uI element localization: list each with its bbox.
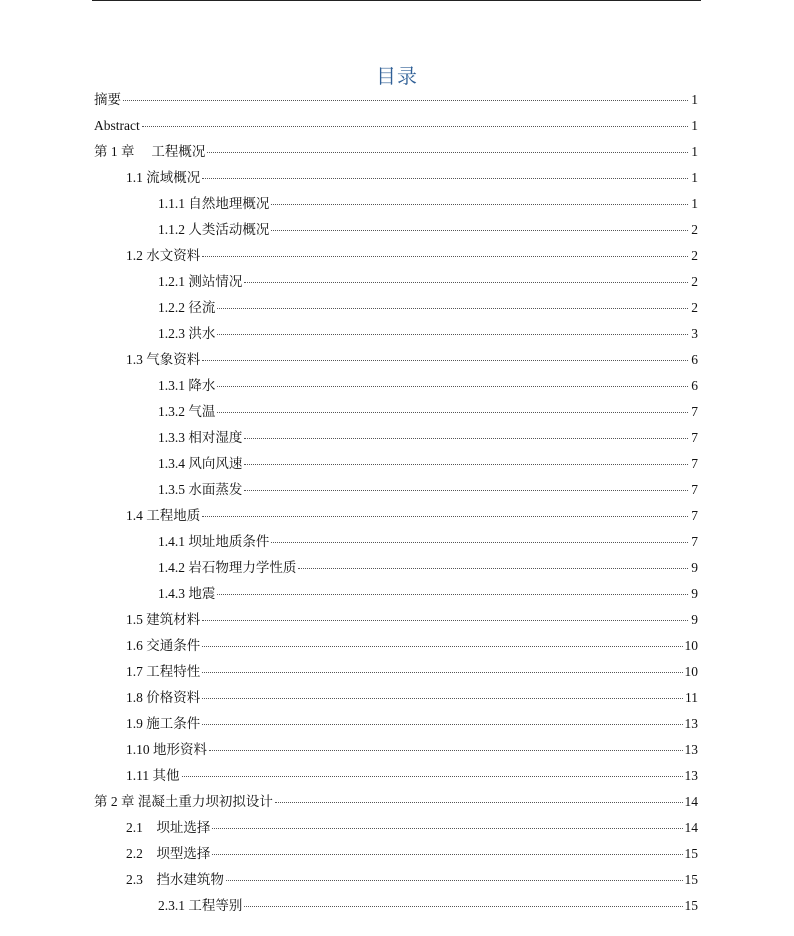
toc-dot-leader <box>244 437 688 439</box>
toc-entry[interactable] <box>126 347 698 373</box>
toc-entry-page-number: 15 <box>684 898 698 913</box>
toc-entry[interactable] <box>158 425 698 451</box>
toc-entry-label: 第 2 章 混凝土重力坝初拟设计 <box>94 794 273 809</box>
toc-entry-label: 1.3.5 水面蒸发 <box>158 482 243 497</box>
toc-entry[interactable] <box>126 659 698 685</box>
toc-entry-page-number: 9 <box>691 612 698 627</box>
toc-entry-page-number: 2 <box>691 222 698 237</box>
toc-entry[interactable] <box>94 139 698 165</box>
toc-entry-page-number: 1 <box>691 118 698 133</box>
toc-entry-page-number: 14 <box>684 794 698 809</box>
toc-entry-page-number: 2 <box>691 300 698 315</box>
toc-entry-page-number: 7 <box>691 508 698 523</box>
toc-entry-label: 1.3.1 降水 <box>158 378 216 393</box>
toc-entry-label: 1.9 施工条件 <box>126 716 201 731</box>
toc-dot-leader <box>271 541 688 543</box>
toc-entry-label: 第 1 章 工程概况 <box>94 144 206 159</box>
toc-entry[interactable] <box>158 451 698 477</box>
toc-dot-leader <box>202 723 682 725</box>
toc-title: 目录 <box>376 66 418 88</box>
toc-entry[interactable] <box>158 321 698 347</box>
toc-entry[interactable] <box>158 373 698 399</box>
toc-dot-leader <box>244 463 688 465</box>
toc-entry[interactable] <box>158 399 698 425</box>
toc-entry-page-number: 13 <box>684 768 698 783</box>
toc-entry[interactable] <box>126 737 698 763</box>
toc-entry[interactable] <box>158 269 698 295</box>
toc-dot-leader <box>217 385 688 387</box>
toc-entry[interactable] <box>126 815 698 841</box>
toc-entry-label: 1.11 其他 <box>126 768 180 783</box>
toc-entry-label: 1.3 气象资料 <box>126 352 201 367</box>
toc-dot-leader <box>244 905 682 907</box>
toc-entry-label: 1.3.4 风向风速 <box>158 456 243 471</box>
toc-entry-label: 1.2 水文资料 <box>126 248 201 263</box>
toc-entry-label: Abstract <box>94 118 140 133</box>
toc-entry-page-number: 13 <box>684 716 698 731</box>
toc-entry[interactable] <box>158 295 698 321</box>
toc-dot-leader <box>202 515 688 517</box>
toc-entry-label: 1.1.1 自然地理概况 <box>158 196 270 211</box>
toc-entry-page-number: 7 <box>691 430 698 445</box>
toc-dot-leader <box>271 229 688 231</box>
toc-entry[interactable] <box>126 503 698 529</box>
header-rule <box>92 0 701 1</box>
toc-entry[interactable] <box>158 581 698 607</box>
toc-dot-leader <box>226 879 683 881</box>
toc-dot-leader <box>123 99 688 101</box>
toc-entry-label: 1.8 价格资料 <box>126 690 201 705</box>
toc-entry-page-number: 15 <box>684 846 698 861</box>
toc-entry-page-number: 3 <box>691 326 698 341</box>
toc-entry[interactable] <box>126 633 698 659</box>
toc-entry-page-number: 7 <box>691 404 698 419</box>
toc-dot-leader <box>217 411 688 413</box>
toc-entry-label: 1.4 工程地质 <box>126 508 201 523</box>
toc-entry-page-number: 2 <box>691 248 698 263</box>
toc-entry[interactable] <box>94 789 698 815</box>
toc-entry[interactable] <box>126 243 698 269</box>
toc-entry-page-number: 1 <box>691 196 698 211</box>
toc-entry-page-number: 11 <box>685 690 698 705</box>
toc-entry[interactable] <box>158 217 698 243</box>
toc-dot-leader <box>209 749 683 751</box>
toc-dot-leader <box>202 255 688 257</box>
toc-entry-label: 摘要 <box>94 92 121 107</box>
toc-entry-label: 2.3 挡水建筑物 <box>126 872 224 887</box>
toc-dot-leader <box>202 177 688 179</box>
toc-dot-leader <box>244 281 688 283</box>
toc-dot-leader <box>202 645 682 647</box>
toc-entry-label: 1.6 交通条件 <box>126 638 201 653</box>
toc-entry-page-number: 7 <box>691 482 698 497</box>
toc-entry-page-number: 6 <box>691 352 698 367</box>
toc-entry-page-number: 10 <box>684 664 698 679</box>
toc-entry-page-number: 10 <box>684 638 698 653</box>
toc-entry-label: 1.3.2 气温 <box>158 404 216 419</box>
toc-dot-leader <box>212 853 682 855</box>
toc-entry-page-number: 9 <box>691 586 698 601</box>
toc-entry[interactable] <box>158 555 698 581</box>
toc-entry-page-number: 1 <box>691 170 698 185</box>
toc-entry-label: 1.4.2 岩石物理力学性质 <box>158 560 297 575</box>
toc-dot-leader <box>244 489 688 491</box>
toc-entry-label: 1.1.2 人类活动概况 <box>158 222 270 237</box>
toc-dot-leader <box>202 697 683 699</box>
toc-entry[interactable] <box>94 113 698 139</box>
toc-entry-label: 2.3.1 工程等别 <box>158 898 243 913</box>
toc-entry[interactable] <box>158 477 698 503</box>
toc-entry-page-number: 2 <box>691 274 698 289</box>
toc-dot-leader <box>212 827 682 829</box>
toc-entry-label: 1.2.1 测站情况 <box>158 274 243 289</box>
toc-entry[interactable] <box>126 867 698 893</box>
toc-entry[interactable] <box>126 841 698 867</box>
toc-dot-leader <box>202 359 688 361</box>
toc-entry-label: 1.7 工程特性 <box>126 664 201 679</box>
toc-entry[interactable] <box>94 87 698 113</box>
toc-entry-page-number: 14 <box>684 820 698 835</box>
toc-dot-leader <box>202 671 682 673</box>
toc-entry-label: 1.4.3 地震 <box>158 586 216 601</box>
toc-entry-label: 1.2.3 洪水 <box>158 326 216 341</box>
toc-entry-label: 1.2.2 径流 <box>158 300 216 315</box>
toc-entry-label: 1.4.1 坝址地质条件 <box>158 534 270 549</box>
toc-entry[interactable] <box>126 607 698 633</box>
toc-entry-label: 1.10 地形资料 <box>126 742 207 757</box>
toc-entry-label: 1.1 流域概况 <box>126 170 201 185</box>
toc-dot-leader <box>142 125 688 127</box>
toc-entry-label: 2.2 坝型选择 <box>126 846 211 861</box>
toc-dot-leader <box>182 775 683 777</box>
toc-entry-label: 1.3.3 相对湿度 <box>158 430 243 445</box>
toc-entry[interactable] <box>158 191 698 217</box>
toc-entry-page-number: 15 <box>684 872 698 887</box>
toc-entry-page-number: 6 <box>691 378 698 393</box>
toc-entry-page-number: 7 <box>691 456 698 471</box>
toc-dot-leader <box>217 333 688 335</box>
toc-entry-label: 2.1 坝址选择 <box>126 820 211 835</box>
toc-entry-label: 1.5 建筑材料 <box>126 612 201 627</box>
toc-dot-leader <box>202 619 688 621</box>
toc-entry[interactable] <box>158 893 698 919</box>
toc-entry-page-number: 1 <box>691 92 698 107</box>
toc-dot-leader <box>275 801 683 803</box>
toc-dot-leader <box>271 203 688 205</box>
toc-dot-leader <box>217 307 688 309</box>
toc-entry-page-number: 9 <box>691 560 698 575</box>
toc-entry[interactable] <box>158 529 698 555</box>
toc-entry[interactable] <box>126 763 698 789</box>
toc-entry[interactable] <box>126 685 698 711</box>
toc-dot-leader <box>207 151 688 153</box>
toc-entry-page-number: 13 <box>684 742 698 757</box>
toc-entry-page-number: 7 <box>691 534 698 549</box>
toc-entry-page-number: 1 <box>691 144 698 159</box>
toc-entry[interactable] <box>126 711 698 737</box>
toc-dot-leader <box>217 593 688 595</box>
toc-dot-leader <box>298 567 688 569</box>
toc-entry[interactable] <box>126 165 698 191</box>
